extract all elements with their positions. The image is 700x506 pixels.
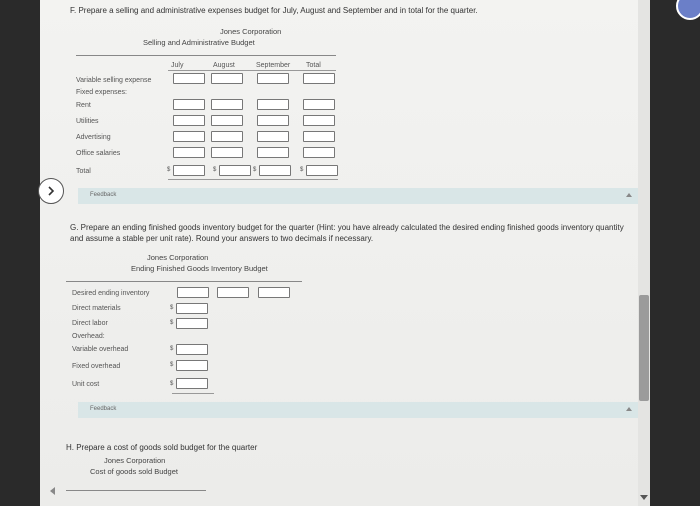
dollar-sign: $ (170, 346, 174, 352)
row-variable-selling: Variable selling expense (76, 77, 152, 84)
row-variable-overhead: Variable overhead (72, 346, 129, 353)
input-desired-qty[interactable] (177, 287, 209, 298)
input-variable-september[interactable] (257, 73, 289, 84)
input-salaries-september[interactable] (257, 147, 289, 158)
question-f: F. Prepare a selling and administrative expenses budget for July, August and September and in total for the quarter. (70, 6, 478, 15)
input-utilities-total[interactable] (303, 115, 335, 126)
feedback-bar-g[interactable] (78, 402, 640, 418)
input-total-august[interactable] (219, 165, 251, 176)
input-variable-august[interactable] (211, 73, 243, 84)
input-rent-total[interactable] (303, 99, 335, 110)
input-direct-materials[interactable] (176, 303, 208, 314)
input-desired-rate[interactable] (217, 287, 249, 298)
dollar-sign: $ (253, 167, 257, 173)
company-h: Jones Corporation (104, 456, 166, 465)
input-variable-total[interactable] (303, 73, 335, 84)
row-fixed-expenses: Fixed expenses: (76, 89, 127, 96)
expand-caret-icon[interactable] (626, 407, 632, 411)
budget-title-h: Cost of goods sold Budget (90, 467, 178, 476)
row-total: Total (76, 168, 91, 175)
input-salaries-total[interactable] (303, 147, 335, 158)
budget-title-f: Selling and Administrative Budget (143, 38, 255, 47)
col-july: July (171, 62, 184, 69)
input-utilities-september[interactable] (257, 115, 289, 126)
scroll-left-icon[interactable] (50, 487, 55, 495)
scroll-down-icon[interactable] (640, 495, 648, 500)
input-rent-july[interactable] (173, 99, 205, 110)
dollar-sign: $ (300, 167, 304, 173)
input-advertising-september[interactable] (257, 131, 289, 142)
input-salaries-july[interactable] (173, 147, 205, 158)
dollar-sign: $ (170, 381, 174, 387)
input-variable-overhead[interactable] (176, 344, 208, 355)
input-total-september[interactable] (259, 165, 291, 176)
input-desired-total[interactable] (258, 287, 290, 298)
question-h: H. Prepare a cost of goods sold budget for the quarter (66, 443, 258, 452)
expand-caret-icon[interactable] (626, 193, 632, 197)
input-advertising-total[interactable] (303, 131, 335, 142)
row-advertising: Advertising (76, 134, 111, 141)
input-direct-labor[interactable] (176, 318, 208, 329)
input-fixed-overhead[interactable] (176, 360, 208, 371)
input-total-total[interactable] (306, 165, 338, 176)
feedback-label: Feedback (90, 192, 117, 198)
input-utilities-august[interactable] (211, 115, 243, 126)
col-september: September (256, 62, 291, 69)
input-salaries-august[interactable] (211, 147, 243, 158)
input-total-july[interactable] (173, 165, 205, 176)
row-fixed-overhead: Fixed overhead (72, 363, 121, 370)
row-overhead: Overhead: (72, 333, 105, 340)
input-variable-july[interactable] (173, 73, 205, 84)
input-utilities-july[interactable] (173, 115, 205, 126)
app-logo-icon (676, 0, 700, 20)
col-august: August (213, 62, 235, 69)
assignment-page (40, 0, 650, 506)
input-unit-cost[interactable] (176, 378, 208, 389)
feedback-bar-f[interactable] (78, 188, 640, 204)
question-g: G. Prepare an ending finished goods inventory budget for the quarter (Hint: you have already calculated the desired ending finished goods inventory quantity and assume a stable per unit rate). Round your answers to two decimals if necessary. (70, 223, 624, 243)
input-advertising-august[interactable] (211, 131, 243, 142)
row-unit-cost: Unit cost (72, 381, 100, 388)
input-rent-september[interactable] (257, 99, 289, 110)
col-total: Total (306, 62, 321, 69)
dollar-sign: $ (213, 167, 217, 173)
scrollbar[interactable] (638, 0, 650, 506)
dollar-sign: $ (170, 320, 174, 326)
scroll-thumb[interactable] (639, 295, 649, 401)
company-g: Jones Corporation (147, 253, 209, 262)
row-direct-labor: Direct labor (72, 320, 108, 327)
dollar-sign: $ (170, 362, 174, 368)
next-arrow-button[interactable] (38, 178, 64, 204)
feedback-label: Feedback (90, 406, 117, 412)
row-desired-ending: Desired ending inventory (72, 290, 150, 297)
input-rent-august[interactable] (211, 99, 243, 110)
row-utilities: Utilities (76, 118, 99, 125)
row-rent: Rent (76, 102, 91, 109)
dollar-sign: $ (170, 305, 174, 311)
input-advertising-july[interactable] (173, 131, 205, 142)
row-direct-materials: Direct materials (72, 305, 121, 312)
next-arrow-icon (45, 185, 57, 197)
row-office-salaries: Office salaries (76, 150, 121, 157)
budget-title-g: Ending Finished Goods Inventory Budget (131, 264, 268, 273)
dollar-sign: $ (167, 167, 171, 173)
company-f: Jones Corporation (220, 27, 282, 36)
